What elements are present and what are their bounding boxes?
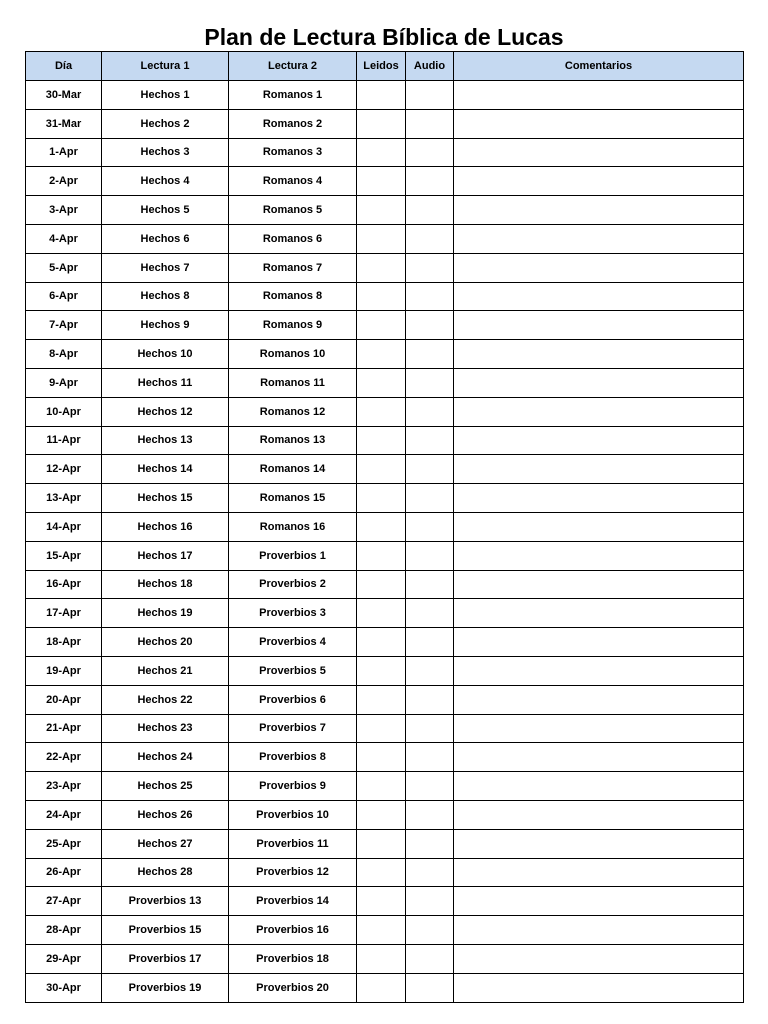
- cell-audio[interactable]: [406, 887, 454, 916]
- cell-audio[interactable]: [406, 340, 454, 369]
- cell-audio[interactable]: [406, 829, 454, 858]
- cell-comentarios[interactable]: [454, 944, 744, 973]
- cell-lectura-1: Hechos 23: [102, 714, 229, 743]
- cell-audio[interactable]: [406, 138, 454, 167]
- cell-leidos[interactable]: [357, 714, 406, 743]
- cell-lectura-2: Romanos 1: [229, 81, 357, 110]
- cell-leidos[interactable]: [357, 570, 406, 599]
- table-row: [26, 858, 744, 887]
- cell-lectura-1: Hechos 1: [102, 81, 229, 110]
- cell-lectura-1: Hechos 17: [102, 541, 229, 570]
- cell-dia: 9-Apr: [26, 368, 102, 397]
- cell-audio[interactable]: [406, 685, 454, 714]
- cell-lectura-2: Romanos 14: [229, 455, 357, 484]
- cell-lectura-2: Romanos 15: [229, 484, 357, 513]
- cell-lectura-1: Proverbios 15: [102, 916, 229, 945]
- cell-comentarios[interactable]: [454, 311, 744, 340]
- header-dia: Día: [26, 52, 102, 81]
- cell-audio[interactable]: [406, 196, 454, 225]
- cell-leidos[interactable]: [357, 253, 406, 282]
- cell-audio[interactable]: [406, 455, 454, 484]
- cell-leidos[interactable]: [357, 81, 406, 110]
- cell-dia: 25-Apr: [26, 829, 102, 858]
- cell-dia: 15-Apr: [26, 541, 102, 570]
- cell-lectura-1: Hechos 27: [102, 829, 229, 858]
- cell-lectura-1: Hechos 18: [102, 570, 229, 599]
- cell-lectura-2: Proverbios 2: [229, 570, 357, 599]
- cell-comentarios[interactable]: [454, 743, 744, 772]
- cell-leidos[interactable]: [357, 167, 406, 196]
- cell-comentarios[interactable]: [454, 224, 744, 253]
- cell-leidos[interactable]: [357, 541, 406, 570]
- cell-lectura-1: Hechos 15: [102, 484, 229, 513]
- cell-audio[interactable]: [406, 484, 454, 513]
- cell-lectura-1: Hechos 10: [102, 340, 229, 369]
- table-row: [26, 685, 744, 714]
- cell-dia: 17-Apr: [26, 599, 102, 628]
- cell-comentarios[interactable]: [454, 109, 744, 138]
- cell-comentarios[interactable]: [454, 512, 744, 541]
- cell-leidos[interactable]: [357, 512, 406, 541]
- cell-leidos[interactable]: [357, 484, 406, 513]
- cell-lectura-1: Hechos 24: [102, 743, 229, 772]
- cell-leidos[interactable]: [357, 829, 406, 858]
- cell-lectura-2: Proverbios 6: [229, 685, 357, 714]
- cell-lectura-2: Romanos 2: [229, 109, 357, 138]
- cell-comentarios[interactable]: [454, 455, 744, 484]
- cell-audio[interactable]: [406, 426, 454, 455]
- cell-lectura-1: Hechos 19: [102, 599, 229, 628]
- cell-comentarios[interactable]: [454, 340, 744, 369]
- cell-comentarios[interactable]: [454, 858, 744, 887]
- cell-lectura-1: Hechos 28: [102, 858, 229, 887]
- cell-leidos[interactable]: [357, 282, 406, 311]
- reading-plan-table: [25, 51, 744, 1003]
- cell-lectura-2: Romanos 5: [229, 196, 357, 225]
- cell-dia: 2-Apr: [26, 167, 102, 196]
- table-row: [26, 397, 744, 426]
- table-row: [26, 887, 744, 916]
- cell-comentarios[interactable]: [454, 829, 744, 858]
- cell-dia: 6-Apr: [26, 282, 102, 311]
- cell-audio[interactable]: [406, 772, 454, 801]
- cell-lectura-1: Hechos 26: [102, 800, 229, 829]
- table-header: [26, 52, 744, 81]
- cell-comentarios[interactable]: [454, 973, 744, 1002]
- cell-audio[interactable]: [406, 253, 454, 282]
- cell-leidos[interactable]: [357, 973, 406, 1002]
- cell-audio[interactable]: [406, 858, 454, 887]
- cell-dia: 12-Apr: [26, 455, 102, 484]
- cell-lectura-2: Romanos 6: [229, 224, 357, 253]
- header-comentarios: Comentarios: [454, 52, 744, 81]
- cell-dia: 22-Apr: [26, 743, 102, 772]
- table-row: [26, 196, 744, 225]
- cell-leidos[interactable]: [357, 340, 406, 369]
- cell-lectura-1: Hechos 13: [102, 426, 229, 455]
- table-row: [26, 282, 744, 311]
- table-row: [26, 81, 744, 110]
- cell-lectura-1: Hechos 25: [102, 772, 229, 801]
- cell-lectura-2: Romanos 13: [229, 426, 357, 455]
- cell-audio[interactable]: [406, 167, 454, 196]
- cell-dia: 1-Apr: [26, 138, 102, 167]
- cell-dia: 18-Apr: [26, 628, 102, 657]
- cell-dia: 31-Mar: [26, 109, 102, 138]
- cell-dia: 7-Apr: [26, 311, 102, 340]
- cell-comentarios[interactable]: [454, 656, 744, 685]
- table-row: [26, 455, 744, 484]
- cell-comentarios[interactable]: [454, 800, 744, 829]
- cell-comentarios[interactable]: [454, 570, 744, 599]
- cell-dia: 13-Apr: [26, 484, 102, 513]
- cell-lectura-2: Proverbios 18: [229, 944, 357, 973]
- table-body: [26, 81, 744, 1003]
- cell-lectura-2: Proverbios 1: [229, 541, 357, 570]
- cell-comentarios[interactable]: [454, 426, 744, 455]
- cell-lectura-2: Romanos 7: [229, 253, 357, 282]
- cell-dia: 30-Apr: [26, 973, 102, 1002]
- header-row: [26, 52, 744, 81]
- cell-lectura-2: Romanos 10: [229, 340, 357, 369]
- cell-comentarios[interactable]: [454, 138, 744, 167]
- cell-audio[interactable]: [406, 656, 454, 685]
- cell-lectura-2: Romanos 4: [229, 167, 357, 196]
- cell-leidos[interactable]: [357, 426, 406, 455]
- cell-lectura-1: Hechos 7: [102, 253, 229, 282]
- cell-lectura-1: Proverbios 19: [102, 973, 229, 1002]
- cell-lectura-2: Proverbios 14: [229, 887, 357, 916]
- cell-lectura-2: Proverbios 5: [229, 656, 357, 685]
- cell-lectura-1: Hechos 2: [102, 109, 229, 138]
- cell-leidos[interactable]: [357, 858, 406, 887]
- table-row: [26, 167, 744, 196]
- cell-leidos[interactable]: [357, 656, 406, 685]
- cell-leidos[interactable]: [357, 685, 406, 714]
- table-row: [26, 973, 744, 1002]
- header-lectura-2: Lectura 2: [229, 52, 357, 81]
- cell-audio[interactable]: [406, 714, 454, 743]
- cell-comentarios[interactable]: [454, 81, 744, 110]
- cell-leidos[interactable]: [357, 772, 406, 801]
- cell-comentarios[interactable]: [454, 772, 744, 801]
- cell-audio[interactable]: [406, 944, 454, 973]
- cell-comentarios[interactable]: [454, 253, 744, 282]
- cell-lectura-1: Hechos 9: [102, 311, 229, 340]
- table-row: [26, 829, 744, 858]
- cell-lectura-2: Proverbios 12: [229, 858, 357, 887]
- cell-dia: 23-Apr: [26, 772, 102, 801]
- cell-comentarios[interactable]: [454, 887, 744, 916]
- cell-lectura-1: Proverbios 13: [102, 887, 229, 916]
- cell-lectura-2: Proverbios 10: [229, 800, 357, 829]
- cell-lectura-1: Hechos 16: [102, 512, 229, 541]
- table-row: [26, 138, 744, 167]
- cell-lectura-2: Romanos 16: [229, 512, 357, 541]
- cell-leidos[interactable]: [357, 138, 406, 167]
- cell-audio[interactable]: [406, 109, 454, 138]
- cell-audio[interactable]: [406, 973, 454, 1002]
- cell-leidos[interactable]: [357, 628, 406, 657]
- cell-leidos[interactable]: [357, 743, 406, 772]
- cell-lectura-1: Hechos 11: [102, 368, 229, 397]
- table-row: [26, 340, 744, 369]
- cell-lectura-2: Romanos 8: [229, 282, 357, 311]
- cell-dia: 16-Apr: [26, 570, 102, 599]
- cell-dia: 26-Apr: [26, 858, 102, 887]
- table-row: [26, 426, 744, 455]
- table-row: [26, 368, 744, 397]
- cell-lectura-1: Hechos 20: [102, 628, 229, 657]
- cell-comentarios[interactable]: [454, 685, 744, 714]
- cell-dia: 30-Mar: [26, 81, 102, 110]
- cell-lectura-2: Proverbios 7: [229, 714, 357, 743]
- table-row: [26, 570, 744, 599]
- cell-audio[interactable]: [406, 916, 454, 945]
- table-row: [26, 253, 744, 282]
- cell-dia: 24-Apr: [26, 800, 102, 829]
- header-lectura-1: Lectura 1: [102, 52, 229, 81]
- cell-dia: 19-Apr: [26, 656, 102, 685]
- cell-lectura-1: Hechos 6: [102, 224, 229, 253]
- cell-dia: 28-Apr: [26, 916, 102, 945]
- cell-lectura-2: Proverbios 20: [229, 973, 357, 1002]
- table-row: [26, 512, 744, 541]
- cell-leidos[interactable]: [357, 916, 406, 945]
- table-row: [26, 916, 744, 945]
- cell-comentarios[interactable]: [454, 916, 744, 945]
- cell-leidos[interactable]: [357, 224, 406, 253]
- cell-comentarios[interactable]: [454, 628, 744, 657]
- table-row: [26, 224, 744, 253]
- cell-audio[interactable]: [406, 541, 454, 570]
- cell-leidos[interactable]: [357, 599, 406, 628]
- cell-lectura-2: Proverbios 8: [229, 743, 357, 772]
- cell-audio[interactable]: [406, 368, 454, 397]
- cell-leidos[interactable]: [357, 887, 406, 916]
- cell-comentarios[interactable]: [454, 368, 744, 397]
- cell-lectura-1: Hechos 22: [102, 685, 229, 714]
- cell-audio[interactable]: [406, 81, 454, 110]
- cell-comentarios[interactable]: [454, 484, 744, 513]
- cell-dia: 4-Apr: [26, 224, 102, 253]
- cell-lectura-1: Hechos 14: [102, 455, 229, 484]
- table-row: [26, 109, 744, 138]
- cell-lectura-2: Proverbios 4: [229, 628, 357, 657]
- cell-dia: 5-Apr: [26, 253, 102, 282]
- cell-audio[interactable]: [406, 628, 454, 657]
- cell-audio[interactable]: [406, 512, 454, 541]
- cell-lectura-1: Proverbios 17: [102, 944, 229, 973]
- header-leidos: Leidos: [357, 52, 406, 81]
- table-row: [26, 656, 744, 685]
- cell-leidos[interactable]: [357, 455, 406, 484]
- cell-leidos[interactable]: [357, 397, 406, 426]
- cell-dia: 29-Apr: [26, 944, 102, 973]
- cell-dia: 11-Apr: [26, 426, 102, 455]
- cell-leidos[interactable]: [357, 311, 406, 340]
- table-row: [26, 541, 744, 570]
- cell-lectura-1: Hechos 3: [102, 138, 229, 167]
- cell-dia: 14-Apr: [26, 512, 102, 541]
- cell-leidos[interactable]: [357, 196, 406, 225]
- table-row: [26, 800, 744, 829]
- cell-lectura-2: Proverbios 9: [229, 772, 357, 801]
- cell-lectura-2: Proverbios 16: [229, 916, 357, 945]
- cell-lectura-1: Hechos 8: [102, 282, 229, 311]
- page-title: Plan de Lectura Bíblica de Lucas: [204, 24, 564, 50]
- cell-audio[interactable]: [406, 570, 454, 599]
- cell-comentarios[interactable]: [454, 599, 744, 628]
- cell-audio[interactable]: [406, 282, 454, 311]
- cell-leidos[interactable]: [357, 368, 406, 397]
- header-audio: Audio: [406, 52, 454, 81]
- cell-lectura-2: Romanos 12: [229, 397, 357, 426]
- cell-dia: 20-Apr: [26, 685, 102, 714]
- cell-dia: 3-Apr: [26, 196, 102, 225]
- table-row: [26, 628, 744, 657]
- cell-comentarios[interactable]: [454, 167, 744, 196]
- cell-leidos[interactable]: [357, 109, 406, 138]
- table-row: [26, 772, 744, 801]
- cell-dia: 10-Apr: [26, 397, 102, 426]
- cell-lectura-2: Romanos 3: [229, 138, 357, 167]
- cell-leidos[interactable]: [357, 800, 406, 829]
- cell-lectura-2: Proverbios 11: [229, 829, 357, 858]
- cell-audio[interactable]: [406, 311, 454, 340]
- cell-audio[interactable]: [406, 743, 454, 772]
- cell-lectura-1: Hechos 12: [102, 397, 229, 426]
- table-row: [26, 311, 744, 340]
- cell-lectura-2: Proverbios 3: [229, 599, 357, 628]
- cell-comentarios[interactable]: [454, 282, 744, 311]
- cell-comentarios[interactable]: [454, 714, 744, 743]
- cell-audio[interactable]: [406, 599, 454, 628]
- cell-audio[interactable]: [406, 800, 454, 829]
- cell-dia: 21-Apr: [26, 714, 102, 743]
- table-row: [26, 599, 744, 628]
- table-row: [26, 484, 744, 513]
- cell-lectura-2: Romanos 11: [229, 368, 357, 397]
- cell-comentarios[interactable]: [454, 196, 744, 225]
- table-row: [26, 944, 744, 973]
- cell-lectura-1: Hechos 4: [102, 167, 229, 196]
- cell-audio[interactable]: [406, 224, 454, 253]
- cell-comentarios[interactable]: [454, 541, 744, 570]
- table-row: [26, 743, 744, 772]
- cell-leidos[interactable]: [357, 944, 406, 973]
- cell-dia: 8-Apr: [26, 340, 102, 369]
- cell-lectura-1: Hechos 21: [102, 656, 229, 685]
- cell-comentarios[interactable]: [454, 397, 744, 426]
- cell-lectura-2: Romanos 9: [229, 311, 357, 340]
- cell-lectura-1: Hechos 5: [102, 196, 229, 225]
- cell-dia: 27-Apr: [26, 887, 102, 916]
- table-row: [26, 714, 744, 743]
- cell-audio[interactable]: [406, 397, 454, 426]
